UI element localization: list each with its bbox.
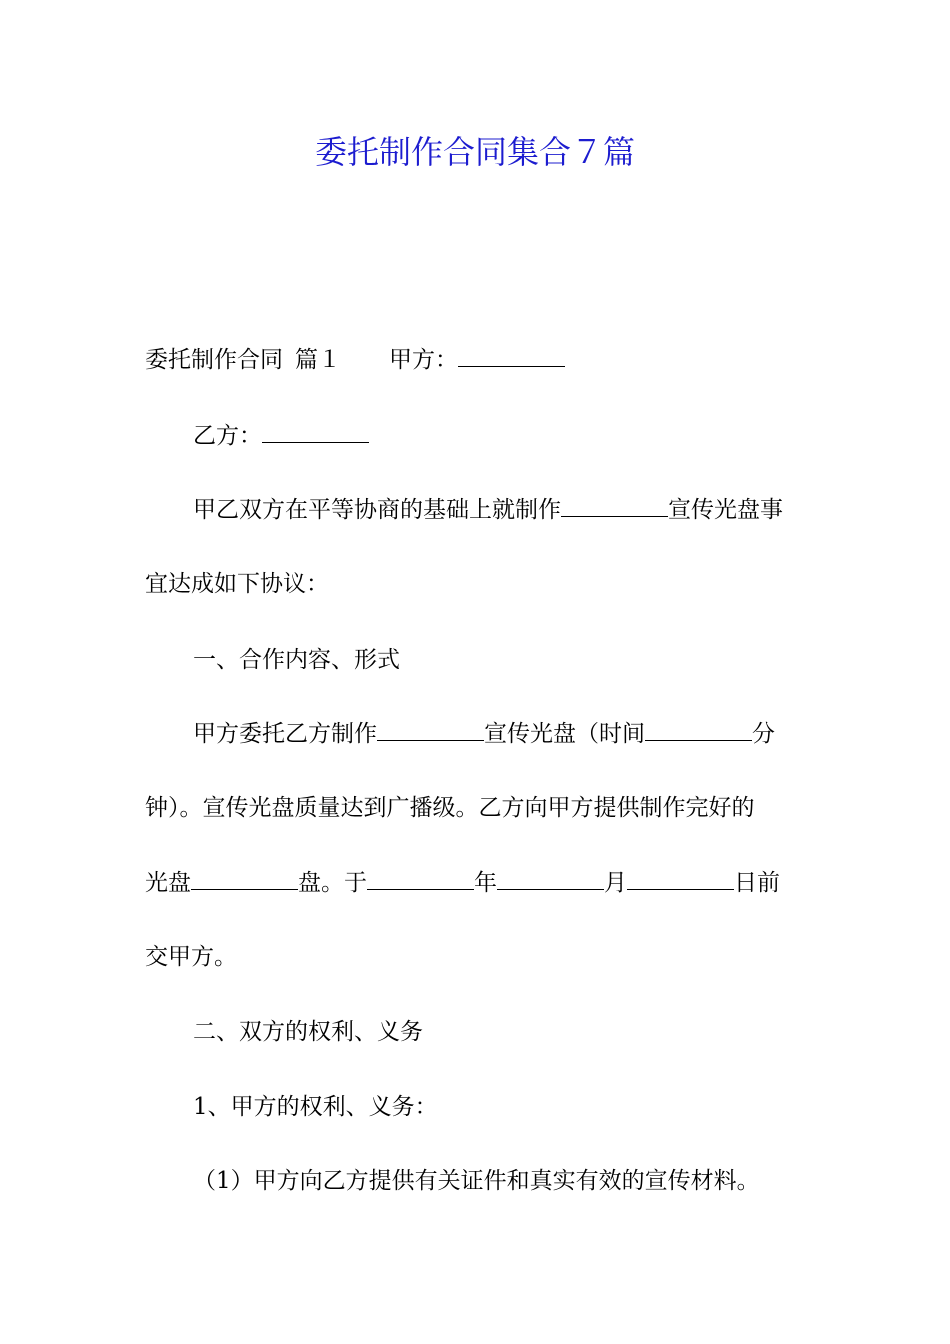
text-segment: 宣传光盘事 <box>668 497 783 523</box>
section-number: 篇１ <box>295 347 341 373</box>
contract-name: 委托制作合同 <box>145 347 283 373</box>
fill-blank <box>627 867 734 890</box>
fill-blank <box>367 867 474 890</box>
text-segment: 甲方委托乙方制作 <box>193 721 377 747</box>
contract-heading-line <box>145 343 565 377</box>
fill-blank <box>191 867 298 890</box>
paragraph-line: 宜达成如下协议： <box>145 571 329 597</box>
subsection-heading: 1、甲方的权利、义务： <box>193 1094 438 1120</box>
paragraph-line <box>193 717 775 751</box>
fill-blank <box>497 867 604 890</box>
paragraph-line: 交甲方。 <box>145 944 237 970</box>
paragraph-line: 钟）。宣传光盘质量达到广播级。乙方向甲方提供制作完好的 <box>145 795 755 821</box>
section-heading: 一、合作内容、形式 <box>193 647 400 673</box>
text-segment: 甲乙双方在平等协商的基础上就制作 <box>193 497 561 523</box>
paragraph-line: （1）甲方向乙方提供有关证件和真实有效的宣传材料。 <box>193 1168 760 1194</box>
text-segment: 年 <box>474 870 497 896</box>
party-a-label: 甲方： <box>389 347 458 373</box>
party-a-blank <box>458 344 565 367</box>
text-segment: 分 <box>752 721 775 747</box>
party-b-label: 乙方： <box>193 423 262 449</box>
text-segment: 日前 <box>734 870 780 896</box>
party-b-line <box>193 419 369 453</box>
party-b-blank <box>262 420 369 443</box>
text-segment: 盘。于 <box>298 870 367 896</box>
fill-blank <box>377 718 484 741</box>
text-segment: 光盘 <box>145 870 191 896</box>
fill-blank <box>561 494 668 517</box>
document-title: 委托制作合同集合７篇 <box>314 133 635 171</box>
text-segment: 宣传光盘（时间 <box>484 721 645 747</box>
paragraph-line <box>145 866 780 900</box>
text-segment: 月 <box>604 870 627 896</box>
fill-blank <box>645 718 752 741</box>
section-heading: 二、双方的权利、义务 <box>193 1019 423 1045</box>
paragraph-line <box>193 493 783 527</box>
